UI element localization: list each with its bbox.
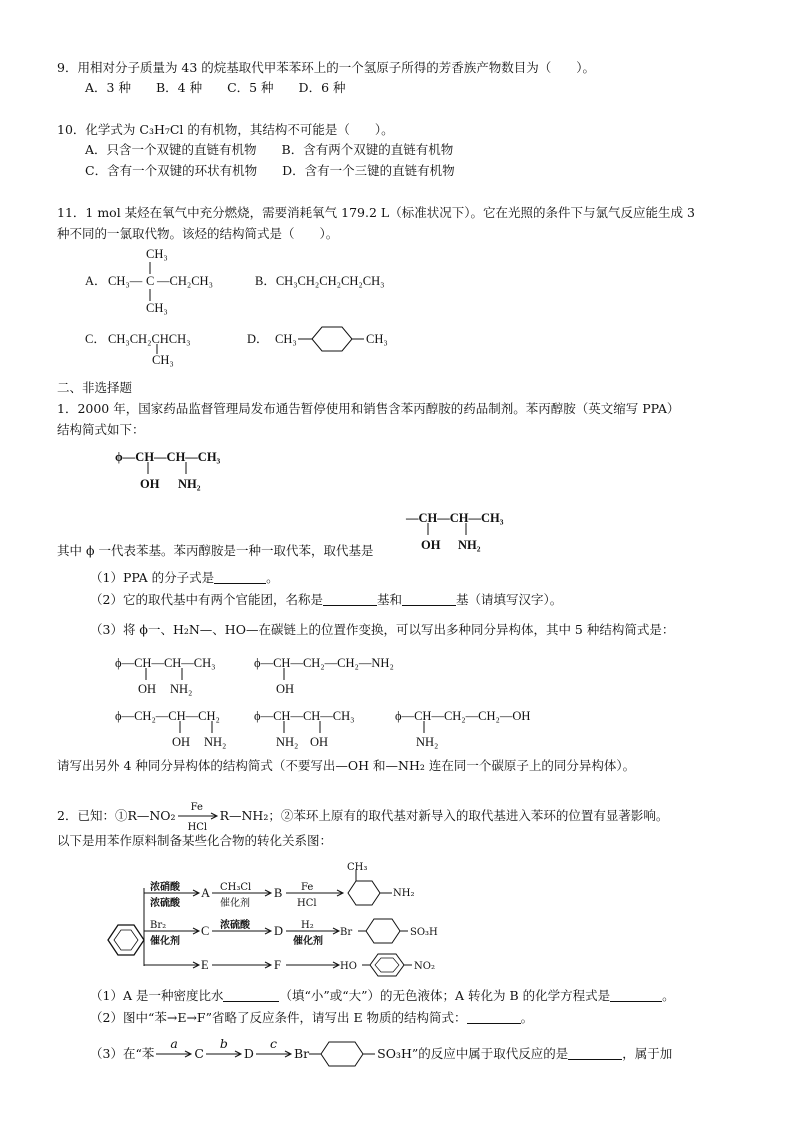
q11-a-carbon: C bbox=[146, 274, 155, 288]
p2-q2-post: 。 bbox=[520, 1010, 534, 1025]
p1-q2-pre: （2）它的取代基中有两个官能团，名称是 bbox=[90, 592, 323, 607]
p2-q3-c: C bbox=[194, 1046, 204, 1061]
p2-q2-pre: （2）图中“苯→E→F”省略了反应条件，请写出 E 物质的结构简式： bbox=[90, 1010, 467, 1025]
p2-q3-arrow-c bbox=[254, 1036, 294, 1062]
q11-c-label: C． bbox=[85, 332, 106, 346]
r1-reagent2-top: CH₃Cl bbox=[220, 882, 252, 893]
r1-product-ch3: CH₃ bbox=[347, 862, 368, 873]
substituent-oh: OH bbox=[421, 538, 441, 552]
r2-reagent3-bottom: 催化剂 bbox=[293, 936, 323, 947]
p1-q1 bbox=[90, 570, 279, 586]
substituent-main: —CH—CH—CH₃ bbox=[406, 511, 504, 525]
p1-q2-blank2[interactable] bbox=[402, 593, 456, 606]
q11-d-right: CH₃ bbox=[366, 332, 388, 346]
p2-intro: 以下是用苯作原料制备某些化合物的转化关系图： bbox=[57, 833, 333, 848]
r3-product-no2: NO₂ bbox=[414, 961, 435, 972]
p1-q2-post: 基（请填写汉字）。 bbox=[455, 592, 563, 607]
iso1-main: ϕ—CH—CH—CH₃ bbox=[115, 656, 216, 670]
p2-q2 bbox=[90, 1010, 533, 1026]
p2-known-pre: 2．已知：①R—NO₂ bbox=[57, 808, 176, 823]
p1-q2-mid: 基和 bbox=[376, 592, 402, 607]
r1-reagent-bottom: 浓硫酸 bbox=[150, 898, 180, 909]
iso5-main: ϕ—CH—CH₂—CH₂—OH bbox=[395, 709, 531, 723]
q10-text: 10．化学式为 C₃H₇Cl 的有机物，其结构不可能是（ ）。 bbox=[57, 122, 394, 137]
q11-line2: 种不同的一氯取代物。该烃的结构简式是（ ）。 bbox=[57, 226, 339, 241]
r2-reagent2-top: 浓硫酸 bbox=[220, 920, 250, 931]
p1-q3: （3）将 ϕ一、H₂N—、HO—在碳链上的位置作变换，可以写出多种同分异构体，其中 5 种结构简式是： bbox=[90, 622, 675, 637]
ppa-nh2: NH₂ bbox=[178, 477, 201, 491]
q11-d-label: D． bbox=[247, 332, 269, 346]
substituent-nh2: NH₂ bbox=[458, 538, 481, 552]
p2-known-arrow bbox=[176, 802, 220, 833]
section2-title: 二、非选择题 bbox=[57, 380, 133, 395]
p1-intro1: 1．2000 年，国家药品监督管理局发布通告暂停使用和销售含苯丙醇胺的药品制剂。苯丙醇胺（英文缩写 PPA） bbox=[57, 401, 680, 416]
p2-q3-end: ，属于加 bbox=[622, 1046, 673, 1061]
r2-reagent-top: Br₂ bbox=[150, 920, 167, 931]
r2-c: C bbox=[201, 924, 210, 938]
p1-intro2: 结构简式如下： bbox=[57, 422, 145, 437]
p2-known-post: R—NH₂；②苯环上原有的取代基对新导入的取代基进入苯环的位置有显著影响。 bbox=[219, 808, 669, 823]
q11-a-main-right: —CH₂CH₃ bbox=[157, 274, 213, 288]
r1-product-nh2: NH₂ bbox=[393, 888, 415, 899]
p2-q3-ring bbox=[309, 1046, 377, 1062]
r3-e: E bbox=[201, 958, 209, 972]
iso3-nh2: NH₂ bbox=[204, 735, 227, 749]
q11-c-main: CH₃CH₂CHCH₃ bbox=[108, 332, 191, 346]
r2-product-so3h: SO₃H bbox=[410, 927, 438, 938]
r1-reagent3-top: Fe bbox=[301, 882, 314, 893]
p1-q1-blank[interactable] bbox=[214, 571, 266, 584]
p2-q3-arrow-b bbox=[204, 1036, 244, 1062]
iso1-bonds bbox=[138, 666, 198, 682]
p2-q3-a: a bbox=[170, 1036, 178, 1051]
q10-options-ab: A．只含一个双键的直链有机物 B．含有两个双键的直链有机物 bbox=[85, 142, 454, 157]
p2-q1-blank1[interactable] bbox=[223, 989, 279, 1002]
q11-a-label: A． bbox=[85, 274, 107, 288]
q11-a-top-ch3: CH₃ bbox=[146, 247, 168, 261]
iso3-oh: OH bbox=[172, 735, 191, 749]
q11-a-bottom-ch3: CH₃ bbox=[146, 301, 168, 315]
iso1-nh2: NH₂ bbox=[170, 682, 193, 696]
p2-q3-b: b bbox=[219, 1036, 228, 1051]
iso5-nh2: NH₂ bbox=[416, 735, 439, 749]
p2-q1 bbox=[90, 988, 675, 1004]
p2-q1-post: 。 bbox=[662, 988, 675, 1003]
p2-q3 bbox=[90, 1036, 673, 1062]
p1-q1-pre: （1）PPA 的分子式是 bbox=[90, 570, 215, 585]
p2-q3-post: ”的反应中属于取代反应的是 bbox=[411, 1046, 569, 1061]
r1-reagent3-bottom: HCl bbox=[297, 898, 317, 909]
p2-q1-pre: （1）A 是一种密度比水 bbox=[90, 988, 224, 1003]
iso2-bond bbox=[276, 666, 296, 682]
iso4-main: ϕ—CH—CH—CH₃ bbox=[254, 709, 355, 723]
r3-f: F bbox=[274, 958, 281, 972]
iso4-nh2: NH₂ bbox=[276, 735, 299, 749]
p2-q3-arrow-a bbox=[154, 1036, 194, 1062]
q11-b: B．CH₃CH₂CH₂CH₂CH₃ bbox=[255, 274, 385, 288]
p1-q1-post: 。 bbox=[266, 570, 279, 585]
iso3-main: ϕ—CH₂—CH—CH₂ bbox=[115, 709, 220, 723]
ppa-oh: OH bbox=[140, 477, 160, 491]
r1-reagent-top: 浓硝酸 bbox=[150, 882, 180, 893]
p2-q1-mid: （填“小”或“大”）的无色液体；A 转化为 B 的化学方程式是 bbox=[279, 988, 611, 1003]
r1-reagent2-bottom: 催化剂 bbox=[220, 898, 250, 909]
p2-q3-so3h: SO₃H bbox=[377, 1046, 412, 1061]
r2-product-br: Br bbox=[340, 927, 353, 938]
iso2-oh: OH bbox=[276, 682, 295, 696]
p2-known-fe: Fe bbox=[190, 802, 203, 813]
p1-phi-line: 其中 ϕ 一代表苯基。苯丙醇胺是一种一取代苯，取代基是 bbox=[57, 543, 374, 558]
p2-q3-cc: c bbox=[269, 1036, 277, 1051]
q11-line1: 11．1 mol 某烃在氧气中充分燃烧，需要消耗氧气 179.2 L（标准状况下）。它在光照的条件下与氯气反应能生成 3 bbox=[57, 205, 695, 220]
reaction-scheme bbox=[100, 858, 560, 978]
iso4-bonds bbox=[276, 719, 336, 735]
iso1-oh: OH bbox=[138, 682, 157, 696]
substituent-bonds bbox=[420, 521, 480, 537]
ppa-bonds bbox=[140, 460, 200, 476]
r1-b: B bbox=[274, 886, 283, 900]
q10-options-cd: C．含有一个双键的环状有机物 D．含有一个三键的直链有机物 bbox=[85, 163, 455, 178]
p2-q2-blank[interactable] bbox=[467, 1011, 521, 1024]
r2-d: D bbox=[274, 924, 284, 938]
p2-q1-blank2[interactable] bbox=[610, 989, 662, 1002]
p2-q3-br: Br bbox=[293, 1046, 310, 1061]
q9-text: 9．用相对分子质量为 43 的烷基取代甲苯苯环上的一个氢原子所得的芳香族产物数目为（ ）。 bbox=[57, 60, 596, 75]
p2-known bbox=[57, 802, 669, 833]
ppa-main: ϕ—CH—CH—CH₃ bbox=[115, 450, 221, 464]
iso5-bond bbox=[416, 719, 436, 735]
r1-a: A bbox=[201, 886, 211, 900]
iso3-bonds bbox=[170, 719, 230, 735]
r2-reagent3-top: H₂ bbox=[301, 920, 314, 931]
p1-q2-blank1[interactable] bbox=[323, 593, 377, 606]
iso2-main: ϕ—CH—CH₂—CH₂—NH₂ bbox=[254, 656, 394, 670]
q11-d-left: CH₃ bbox=[275, 332, 297, 346]
p2-q3-pre: （3）在“苯 bbox=[90, 1046, 155, 1061]
p1-ask: 请写出另外 4 种同分异构体的结构简式（不要写出—OH 和—NH₂ 连在同一个碳原子上的同分异构体）。 bbox=[57, 758, 636, 773]
q11-a-bonds bbox=[140, 258, 160, 306]
p2-q3-blank[interactable] bbox=[568, 1047, 622, 1060]
q11-d-benzene bbox=[298, 324, 368, 354]
q9-options: A．3 种 B．4 种 C．5 种 D．6 种 bbox=[85, 80, 346, 95]
iso4-oh: OH bbox=[310, 735, 329, 749]
p2-known-hcl: HCl bbox=[187, 822, 208, 833]
q11-c-sub: CH₃ bbox=[152, 353, 174, 367]
p1-q2 bbox=[90, 592, 562, 608]
r3-product-ho: HO bbox=[340, 961, 357, 972]
p2-q3-d: D bbox=[243, 1046, 254, 1061]
r2-reagent-bottom: 催化剂 bbox=[150, 936, 180, 947]
q11-a-main-left: CH₃— bbox=[108, 274, 143, 288]
